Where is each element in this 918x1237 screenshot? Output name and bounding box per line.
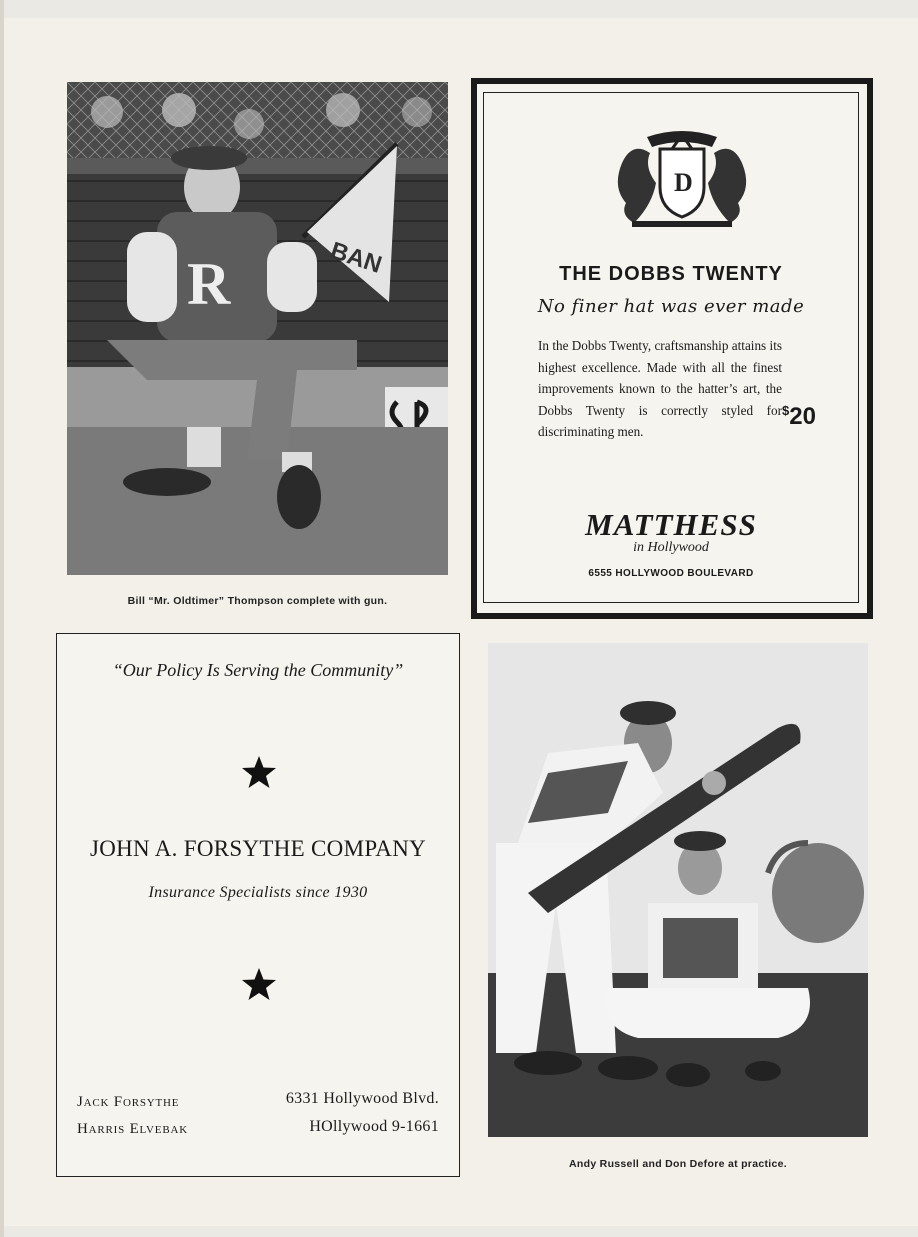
- contact-name-2: Harris Elvebak: [77, 1121, 188, 1137]
- forsythe-insurance-ad: [56, 633, 460, 1177]
- star-icon: [241, 755, 277, 789]
- dobbs-title: THE DOBBS TWENTY: [559, 263, 783, 285]
- forsythe-tagline: Insurance Specialists since 1930: [148, 884, 368, 901]
- page-bottom-edge: [0, 1226, 918, 1237]
- dobbs-price: [782, 403, 816, 431]
- jersey-letter: R: [187, 251, 231, 317]
- price-symbol: $: [782, 403, 790, 418]
- store-name: MATTHESS: [585, 507, 757, 542]
- photo-bill-thompson: [67, 82, 448, 575]
- flag-letters: BAN: [327, 237, 385, 279]
- royal-crest-icon: [612, 123, 752, 231]
- price-value: 20: [789, 403, 816, 430]
- dobbs-ad-inner-border: [483, 92, 859, 603]
- forsythe-company-name: JOHN A. FORSYTHE COMPANY: [89, 836, 427, 861]
- page-top-edge: [0, 0, 918, 18]
- contact-name-1: Jack Forsythe: [77, 1094, 180, 1110]
- store-location: in Hollywood: [633, 540, 709, 555]
- forsythe-motto: “Our Policy Is Serving the Community”: [112, 660, 404, 680]
- address-line-1: 6331 Hollywood Blvd.: [285, 1090, 439, 1107]
- photo-caption-top: Bill “Mr. Oldtimer” Thompson complete with gun.: [127, 595, 388, 607]
- svg-text:D: D: [674, 168, 693, 197]
- photo-caption-bottom: Andy Russell and Don Defore at practice.: [569, 1158, 787, 1170]
- page-left-edge: [0, 0, 4, 1237]
- store-address: 6555 HOLLYWOOD BOULEVARD: [588, 568, 754, 579]
- dobbs-tagline: No finer hat was ever made: [537, 296, 805, 317]
- address-line-2: HOllywood 9-1661: [309, 1118, 439, 1135]
- dobbs-body-text: In the Dobbs Twenty, craftsmanship attains its highest excellence. Made with all the finest improvements known to the hatter’s art, the Dobbs Twenty is correctly styled for discriminating men.: [538, 338, 782, 440]
- dobbs-twenty-ad: [471, 78, 873, 619]
- star-icon: [241, 967, 277, 1001]
- photo-russell-defore: [488, 643, 868, 1137]
